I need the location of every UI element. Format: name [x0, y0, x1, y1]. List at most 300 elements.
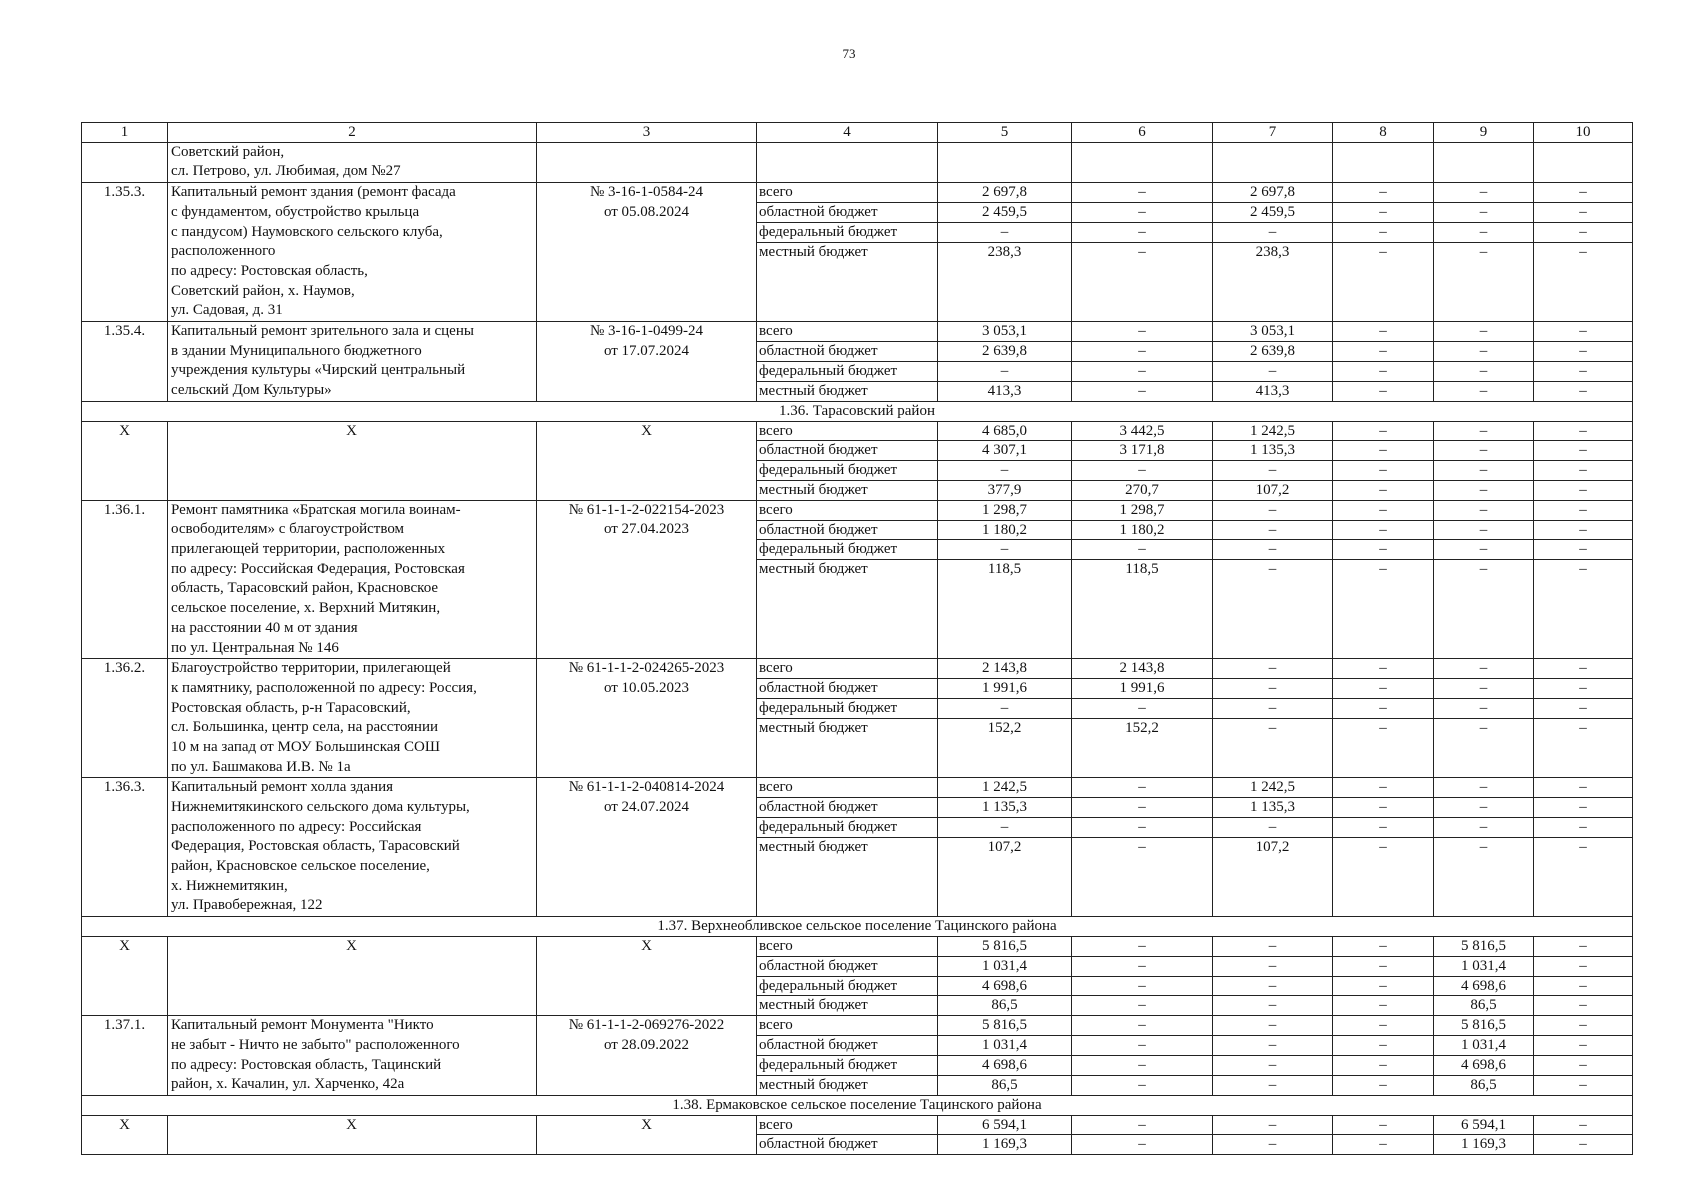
document-line: № 3-16-1-0499-24	[589, 322, 704, 339]
description-line: по адресу: Российская Федерация, Ростовская	[171, 560, 465, 577]
amount-cell: –	[1213, 818, 1333, 838]
amount-cell: –	[1534, 341, 1633, 361]
budget-table	[81, 122, 1633, 1155]
amount-cell: 238,3	[938, 242, 1072, 321]
funding-source: областной бюджет	[757, 798, 938, 818]
amount-cell: 4 698,6	[938, 976, 1072, 996]
funding-source: федеральный бюджет	[757, 222, 938, 242]
document-line: от 27.04.2023	[603, 521, 690, 538]
amount-cell: –	[1213, 1075, 1333, 1095]
amount-cell: 1 169,3	[938, 1135, 1072, 1155]
amount-cell: –	[1333, 183, 1434, 203]
description-line: к памятнику, расположенной по адресу: Россия,	[171, 679, 477, 696]
amount-cell: –	[1333, 341, 1434, 361]
amount-cell: 1 031,4	[1434, 1036, 1534, 1056]
amount-cell: –	[1534, 718, 1633, 778]
amount-cell: –	[1534, 520, 1633, 540]
object-description	[168, 659, 537, 778]
amount-cell: –	[1534, 361, 1633, 381]
description-line: с фундаментом, обустройство крыльца	[171, 203, 420, 220]
amount-cell: –	[1072, 381, 1213, 401]
amount-cell: –	[1072, 183, 1213, 203]
amount-cell: –	[1333, 698, 1434, 718]
amount-cell: –	[1434, 222, 1534, 242]
funding-source: всего	[757, 778, 938, 798]
object-description	[168, 936, 537, 1015]
funding-source: всего	[757, 500, 938, 520]
amount-cell: –	[1434, 421, 1534, 441]
object-description	[168, 1115, 537, 1155]
amount-cell: –	[1534, 679, 1633, 699]
amount-cell: –	[938, 818, 1072, 838]
description-line: Ремонт памятника «Братская могила воинам-	[171, 501, 461, 518]
column-header: 5	[938, 123, 1072, 143]
document-line: Х	[641, 937, 652, 954]
amount-cell: –	[1534, 540, 1633, 560]
amount-cell: –	[1072, 222, 1213, 242]
row-number: 1.35.4.	[82, 321, 168, 401]
amount-cell: –	[1534, 222, 1633, 242]
amount-cell: –	[1434, 778, 1534, 798]
amount-cell: –	[1434, 341, 1534, 361]
amount-cell: –	[1213, 500, 1333, 520]
amount-cell: –	[1333, 778, 1434, 798]
column-header: 3	[537, 123, 757, 143]
amount-cell: –	[1072, 778, 1213, 798]
column-header: 1	[82, 123, 168, 143]
column-header: 2	[168, 123, 537, 143]
amount-cell: –	[1333, 1135, 1434, 1155]
object-row	[82, 659, 1633, 679]
amount-cell: –	[1534, 778, 1633, 798]
page-number: 73	[842, 46, 856, 61]
amount-cell: –	[1534, 798, 1633, 818]
amount-cell: –	[1072, 956, 1213, 976]
amount-cell: 6 594,1	[1434, 1115, 1534, 1135]
document-line: Х	[641, 1116, 652, 1133]
amount-cell: –	[1333, 1115, 1434, 1135]
amount-cell: 1 242,5	[1213, 421, 1333, 441]
document-line: от 05.08.2024	[603, 203, 690, 220]
amount-cell: –	[1434, 798, 1534, 818]
amount-cell: –	[1434, 718, 1534, 778]
amount-cell: –	[1333, 461, 1434, 481]
amount-cell: –	[1072, 976, 1213, 996]
description-line: Капитальный ремонт здания (ремонт фасада	[171, 184, 456, 201]
funding-source: федеральный бюджет	[757, 818, 938, 838]
row-number: 1.35.3.	[82, 183, 168, 322]
amount-cell: –	[1213, 936, 1333, 956]
description-line: Советский район,	[171, 143, 285, 160]
amount-cell: –	[1534, 1115, 1633, 1135]
amount-cell: –	[1534, 1075, 1633, 1095]
amount-cell: 152,2	[1072, 718, 1213, 778]
document-line: от 10.05.2023	[603, 679, 690, 696]
row-number: Х	[82, 936, 168, 1015]
amount-cell: 86,5	[1434, 996, 1534, 1016]
amount-cell: –	[1333, 1016, 1434, 1036]
funding-source: областной бюджет	[757, 520, 938, 540]
amount-cell: –	[1072, 1056, 1213, 1076]
amount-cell: –	[1072, 1075, 1213, 1095]
document-number	[537, 1115, 757, 1155]
section-row	[82, 1095, 1633, 1115]
amount-cell: 1 169,3	[1434, 1135, 1534, 1155]
document-line: № 61-1-1-2-022154-2023	[568, 501, 725, 518]
description-line: сл. Большинка, центр села, на расстоянии	[171, 719, 439, 736]
amount-cell: 1 031,4	[938, 1036, 1072, 1056]
amount-cell: –	[1072, 1016, 1213, 1036]
description-line: х. Нижнемитякин,	[171, 877, 288, 894]
amount-cell: –	[1333, 837, 1434, 916]
object-row	[82, 183, 1633, 203]
description-line: Капитальный ремонт Монумента "Никто	[171, 1017, 434, 1034]
amount-cell: 3 053,1	[938, 321, 1072, 341]
amount-cell: –	[1333, 718, 1434, 778]
amount-cell: 2 143,8	[938, 659, 1072, 679]
empty-cell	[938, 142, 1072, 182]
document-number	[537, 936, 757, 1015]
amount-cell: 107,2	[938, 837, 1072, 916]
amount-cell: 3 171,8	[1072, 441, 1213, 461]
amount-cell: –	[1072, 1036, 1213, 1056]
amount-cell: –	[1333, 679, 1434, 699]
section-title: 1.38. Ермаковское сельское поселение Тацинского района	[82, 1095, 1633, 1115]
amount-cell: –	[1213, 1115, 1333, 1135]
amount-cell: –	[1333, 1036, 1434, 1056]
description-line: расположенного по адресу: Российская	[171, 818, 422, 835]
description-line: ул. Садовая, д. 31	[171, 302, 283, 319]
funding-source: местный бюджет	[757, 718, 938, 778]
description-line: область, Тарасовский район, Красновское	[171, 580, 439, 597]
amount-cell: –	[1333, 242, 1434, 321]
amount-cell: –	[1333, 480, 1434, 500]
amount-cell: –	[1534, 698, 1633, 718]
amount-cell: –	[1434, 183, 1534, 203]
funding-source: местный бюджет	[757, 996, 938, 1016]
description-line: сельское поселение, х. Верхний Митякин,	[171, 600, 441, 617]
object-row	[82, 1115, 1633, 1135]
amount-cell: –	[1534, 560, 1633, 659]
amount-cell: –	[1213, 540, 1333, 560]
amount-cell: –	[1534, 321, 1633, 341]
funding-source: местный бюджет	[757, 1075, 938, 1095]
amount-cell: 3 053,1	[1213, 321, 1333, 341]
amount-cell: –	[1213, 461, 1333, 481]
object-row	[82, 500, 1633, 520]
amount-cell: –	[1333, 1075, 1434, 1095]
amount-cell: –	[1434, 837, 1534, 916]
funding-source: областной бюджет	[757, 1135, 938, 1155]
funding-source: областной бюджет	[757, 679, 938, 699]
amount-cell: –	[1072, 818, 1213, 838]
amount-cell: –	[1213, 679, 1333, 699]
description-line: освободителям» с благоустройством	[171, 521, 405, 538]
amount-cell: 413,3	[1213, 381, 1333, 401]
amount-cell: –	[1072, 936, 1213, 956]
amount-cell: –	[1213, 956, 1333, 976]
funding-source: местный бюджет	[757, 480, 938, 500]
amount-cell: –	[1434, 381, 1534, 401]
amount-cell: –	[1333, 1056, 1434, 1076]
amount-cell: –	[1333, 321, 1434, 341]
empty-cell	[1213, 142, 1333, 182]
amount-cell: –	[1072, 203, 1213, 223]
description-line: расположенного	[171, 243, 276, 260]
amount-cell: –	[1534, 956, 1633, 976]
description-line: прилегающей территории, расположенных	[171, 541, 446, 558]
amount-cell: –	[1333, 996, 1434, 1016]
object-row	[82, 1016, 1633, 1036]
description-line: ул. Правобережная, 122	[171, 897, 323, 914]
funding-source: всего	[757, 936, 938, 956]
funding-source: областной бюджет	[757, 441, 938, 461]
amount-cell: –	[938, 698, 1072, 718]
amount-cell: 118,5	[938, 560, 1072, 659]
amount-cell: –	[1434, 480, 1534, 500]
section-row	[82, 401, 1633, 421]
section-row	[82, 917, 1633, 937]
description-line: район, х. Качалин, ул. Харченко, 42а	[171, 1076, 405, 1093]
amount-cell: –	[1534, 500, 1633, 520]
funding-source: федеральный бюджет	[757, 540, 938, 560]
amount-cell: 1 135,3	[1213, 441, 1333, 461]
description-line: Капитальный ремонт холла здания	[171, 779, 394, 796]
amount-cell: 86,5	[938, 996, 1072, 1016]
amount-cell: 107,2	[1213, 480, 1333, 500]
amount-cell: 107,2	[1213, 837, 1333, 916]
funding-source: местный бюджет	[757, 560, 938, 659]
amount-cell: –	[1434, 441, 1534, 461]
description-line: по ул. Башмакова И.В. № 1а	[171, 758, 351, 775]
object-row	[82, 936, 1633, 956]
funding-source: местный бюджет	[757, 837, 938, 916]
empty-cell	[1534, 142, 1633, 182]
amount-cell: –	[1534, 441, 1633, 461]
document-line: от 24.07.2024	[603, 799, 690, 816]
row-number: Х	[82, 421, 168, 500]
amount-cell: 1 031,4	[1434, 956, 1534, 976]
amount-cell: –	[1333, 222, 1434, 242]
amount-cell: –	[1534, 381, 1633, 401]
amount-cell: –	[1333, 956, 1434, 976]
amount-cell: –	[1534, 936, 1633, 956]
amount-cell: –	[1213, 361, 1333, 381]
object-row	[82, 321, 1633, 341]
amount-cell: –	[1213, 698, 1333, 718]
amount-cell: 4 685,0	[938, 421, 1072, 441]
funding-source: всего	[757, 421, 938, 441]
funding-source: федеральный бюджет	[757, 1056, 938, 1076]
amount-cell: –	[1072, 698, 1213, 718]
amount-cell: –	[1072, 540, 1213, 560]
amount-cell: –	[1333, 560, 1434, 659]
amount-cell: –	[1213, 976, 1333, 996]
funding-source: всего	[757, 1115, 938, 1135]
description-line: на расстоянии 40 м от здания	[171, 619, 358, 636]
amount-cell: –	[1434, 540, 1534, 560]
document-number	[537, 778, 757, 917]
amount-cell: 5 816,5	[1434, 1016, 1534, 1036]
column-header: 8	[1333, 123, 1434, 143]
description-line: Ростовская область, р-н Тарасовский,	[171, 699, 411, 716]
amount-cell: –	[1333, 421, 1434, 441]
amount-cell: 5 816,5	[938, 1016, 1072, 1036]
description-line: 10 м на запад от МОУ Большинская СОШ	[171, 738, 441, 755]
amount-cell: –	[1534, 461, 1633, 481]
amount-cell: 377,9	[938, 480, 1072, 500]
amount-cell: –	[1333, 441, 1434, 461]
amount-cell: 86,5	[1434, 1075, 1534, 1095]
amount-cell: 2 639,8	[938, 341, 1072, 361]
amount-cell: –	[1434, 520, 1534, 540]
funding-source: местный бюджет	[757, 381, 938, 401]
funding-source: областной бюджет	[757, 1036, 938, 1056]
amount-cell: –	[1072, 1115, 1213, 1135]
amount-cell: –	[1213, 1056, 1333, 1076]
object-row	[82, 421, 1633, 441]
amount-cell: –	[1333, 520, 1434, 540]
amount-cell: –	[1213, 560, 1333, 659]
amount-cell: –	[1534, 183, 1633, 203]
funding-source: областной бюджет	[757, 956, 938, 976]
funding-source: всего	[757, 659, 938, 679]
amount-cell: –	[1534, 1036, 1633, 1056]
amount-cell: 1 298,7	[1072, 500, 1213, 520]
amount-cell: –	[938, 361, 1072, 381]
document-number	[537, 1016, 757, 1096]
amount-cell: –	[1072, 242, 1213, 321]
amount-cell: –	[1333, 798, 1434, 818]
amount-cell: 2 143,8	[1072, 659, 1213, 679]
description-line: сельский Дом Культуры»	[171, 382, 332, 399]
amount-cell: 4 698,6	[938, 1056, 1072, 1076]
amount-cell: –	[1213, 996, 1333, 1016]
amount-cell: –	[1072, 341, 1213, 361]
funding-source: федеральный бюджет	[757, 976, 938, 996]
amount-cell: –	[1534, 837, 1633, 916]
amount-cell: 2 459,5	[1213, 203, 1333, 223]
funding-source: областной бюджет	[757, 203, 938, 223]
object-description	[168, 183, 537, 322]
description-line: Советский район, х. Наумов,	[171, 282, 355, 299]
amount-cell: –	[1213, 1135, 1333, 1155]
amount-cell: –	[1434, 242, 1534, 321]
amount-cell: –	[1333, 818, 1434, 838]
amount-cell: –	[1333, 381, 1434, 401]
amount-cell: 6 594,1	[938, 1115, 1072, 1135]
description-line: по ул. Центральная № 146	[171, 639, 339, 656]
amount-cell: 5 816,5	[938, 936, 1072, 956]
document-number	[537, 183, 757, 322]
amount-cell: –	[1213, 659, 1333, 679]
document-line: № 61-1-1-2-024265-2023	[568, 660, 725, 677]
amount-cell: –	[938, 540, 1072, 560]
document-number	[537, 500, 757, 659]
funding-source: федеральный бюджет	[757, 361, 938, 381]
document-line: от 17.07.2024	[603, 342, 690, 359]
amount-cell: 4 698,6	[1434, 976, 1534, 996]
amount-cell: –	[1333, 203, 1434, 223]
amount-cell: –	[1534, 203, 1633, 223]
document-line: Х	[641, 422, 652, 439]
document-number	[537, 659, 757, 778]
description-line: Федерация, Ростовская область, Тарасовский	[171, 838, 460, 855]
amount-cell: –	[1434, 818, 1534, 838]
amount-cell: –	[1534, 976, 1633, 996]
column-number-row	[82, 123, 1633, 143]
amount-cell: –	[1333, 540, 1434, 560]
amount-cell: –	[1434, 560, 1534, 659]
amount-cell: –	[1534, 1135, 1633, 1155]
amount-cell: 2 639,8	[1213, 341, 1333, 361]
amount-cell: –	[1333, 361, 1434, 381]
continuation-row	[82, 142, 1633, 182]
funding-source: федеральный бюджет	[757, 698, 938, 718]
row-number: 1.37.1.	[82, 1016, 168, 1096]
row-number	[82, 142, 168, 182]
amount-cell: –	[1072, 461, 1213, 481]
amount-cell: 4 307,1	[938, 441, 1072, 461]
empty-cell	[1072, 142, 1213, 182]
amount-cell: –	[1072, 837, 1213, 916]
object-description	[168, 500, 537, 659]
amount-cell: –	[1213, 1036, 1333, 1056]
amount-cell: –	[1434, 203, 1534, 223]
description-line: Х	[346, 1116, 357, 1133]
document-line: № 61-1-1-2-040814-2024	[568, 779, 725, 796]
row-number: 1.36.2.	[82, 659, 168, 778]
amount-cell: –	[1534, 480, 1633, 500]
amount-cell: –	[1434, 500, 1534, 520]
amount-cell: 152,2	[938, 718, 1072, 778]
description-line: Х	[346, 937, 357, 954]
amount-cell: –	[1434, 361, 1534, 381]
amount-cell: –	[1072, 321, 1213, 341]
document-number	[537, 321, 757, 401]
section-title: 1.36. Тарасовский район	[82, 401, 1633, 421]
amount-cell: –	[1434, 679, 1534, 699]
description-line: сл. Петрово, ул. Любимая, дом №27	[171, 163, 401, 180]
description-line: учреждения культуры «Чирский центральный	[171, 362, 466, 379]
document-line: № 3-16-1-0584-24	[589, 184, 704, 201]
column-header: 4	[757, 123, 938, 143]
amount-cell: 1 135,3	[1213, 798, 1333, 818]
object-description	[168, 421, 537, 500]
funding-source: областной бюджет	[757, 341, 938, 361]
amount-cell: –	[1213, 520, 1333, 540]
amount-cell: 2 697,8	[938, 183, 1072, 203]
amount-cell: 4 698,6	[1434, 1056, 1534, 1076]
description-line: по адресу: Ростовская область,	[171, 262, 368, 279]
description-line: по адресу: Ростовская область, Тацинский	[171, 1056, 442, 1073]
funding-source: федеральный бюджет	[757, 461, 938, 481]
amount-cell: 1 298,7	[938, 500, 1072, 520]
amount-cell: –	[1213, 222, 1333, 242]
description-line: район, Красновское сельское поселение,	[171, 858, 430, 875]
description-line: Х	[346, 422, 357, 439]
column-header: 9	[1434, 123, 1534, 143]
amount-cell: 118,5	[1072, 560, 1213, 659]
amount-cell: –	[1072, 1135, 1213, 1155]
amount-cell: 1 180,2	[1072, 520, 1213, 540]
amount-cell: 413,3	[938, 381, 1072, 401]
description-line: Нижнемитякинского сельского дома культуры,	[171, 799, 470, 816]
amount-cell: –	[1434, 321, 1534, 341]
column-header: 6	[1072, 123, 1213, 143]
amount-cell: –	[1213, 1016, 1333, 1036]
amount-cell: 1 991,6	[1072, 679, 1213, 699]
